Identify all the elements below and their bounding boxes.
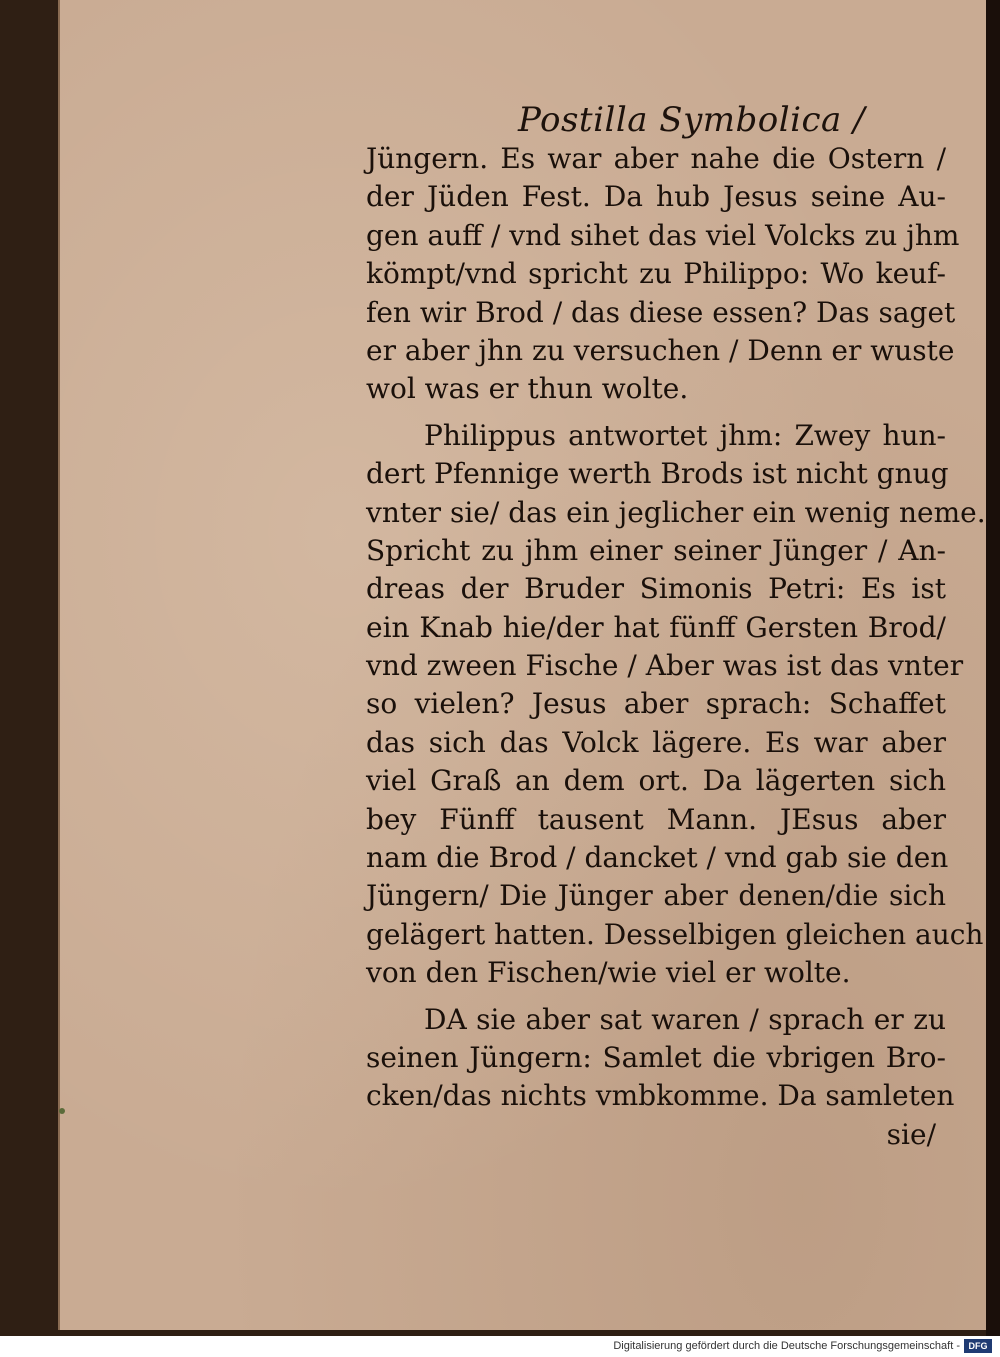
- text-line: gen auff / vnd sihet das viel Volcks zu jhm: [366, 218, 960, 252]
- text-line: gelägert hatten. Desselbigen gleichen auch: [366, 917, 984, 951]
- text-line: seinen Jüngern: Samlet die vbrigen Bro-: [366, 1040, 946, 1074]
- paragraph-gap: [366, 409, 946, 417]
- text-line: so vielen? Jesus aber sprach: Schaffet: [366, 687, 946, 721]
- text-line: nam die Brod / dancket / vnd gab sie den: [366, 841, 949, 875]
- text-line: vnter sie/ das ein jeglicher ein wenig neme.: [366, 495, 986, 529]
- running-head: Postilla Symbolica /: [518, 100, 866, 140]
- text-line: fen wir Brod / das diese essen? Das saget: [366, 295, 956, 329]
- text-line: Jüngern. Es war aber nahe die Ostern /: [366, 142, 946, 175]
- text-line: ein Knab hie/der hat fünff Gersten Brod/: [366, 610, 946, 644]
- text-line: cken/das nichts vmbkomme. Da samleten: [366, 1079, 955, 1113]
- footer-bar: [0, 1336, 1000, 1357]
- text-line: er aber jhn zu versuchen / Denn er wuste: [366, 333, 955, 367]
- text-line: kömpt/vnd spricht zu Philippo: Wo keuf-: [366, 257, 946, 291]
- text-line: Philippus antwortet jhm: Zwey hun-: [424, 418, 946, 452]
- body-text: [366, 140, 986, 1154]
- page-edge: [986, 0, 1000, 1336]
- text-line: das sich das Volck lägere. Es war aber: [366, 725, 946, 759]
- text-line: dreas der Bruder Simonis Petri: Es ist: [366, 572, 946, 606]
- text-line: bey Fünff tausent Mann. JEsus aber: [366, 802, 946, 836]
- text-line: vnd zween Fische / Aber was ist das vnter: [366, 649, 964, 683]
- paragraph-gap: [366, 993, 946, 1001]
- text-line: von den Fischen/wie viel er wolte.: [366, 956, 851, 990]
- text-line: wol was er thun wolte.: [366, 372, 689, 406]
- text-line: dert Pfennige werth Brods ist nicht gnug: [366, 457, 949, 491]
- funding-notice: Digitalisierung gefördert durch die Deutsche Forschungsgemeinschaft -: [613, 1340, 960, 1352]
- text-line: Jüngern/ Die Jünger aber denen/die sich: [366, 879, 946, 913]
- text-line: der Jüden Fest. Da hub Jesus seine Au-: [366, 180, 946, 214]
- catchword: sie/: [886, 1117, 936, 1151]
- page-stain: [59, 1108, 65, 1114]
- text-line: viel Graß an dem ort. Da lägerten sich: [366, 764, 946, 798]
- text-line: Spricht zu jhm einer seiner Jünger / An-: [366, 533, 946, 567]
- dfg-logo: DFG: [964, 1339, 992, 1353]
- text-line: DA sie aber sat waren / sprach er zu: [424, 1002, 946, 1036]
